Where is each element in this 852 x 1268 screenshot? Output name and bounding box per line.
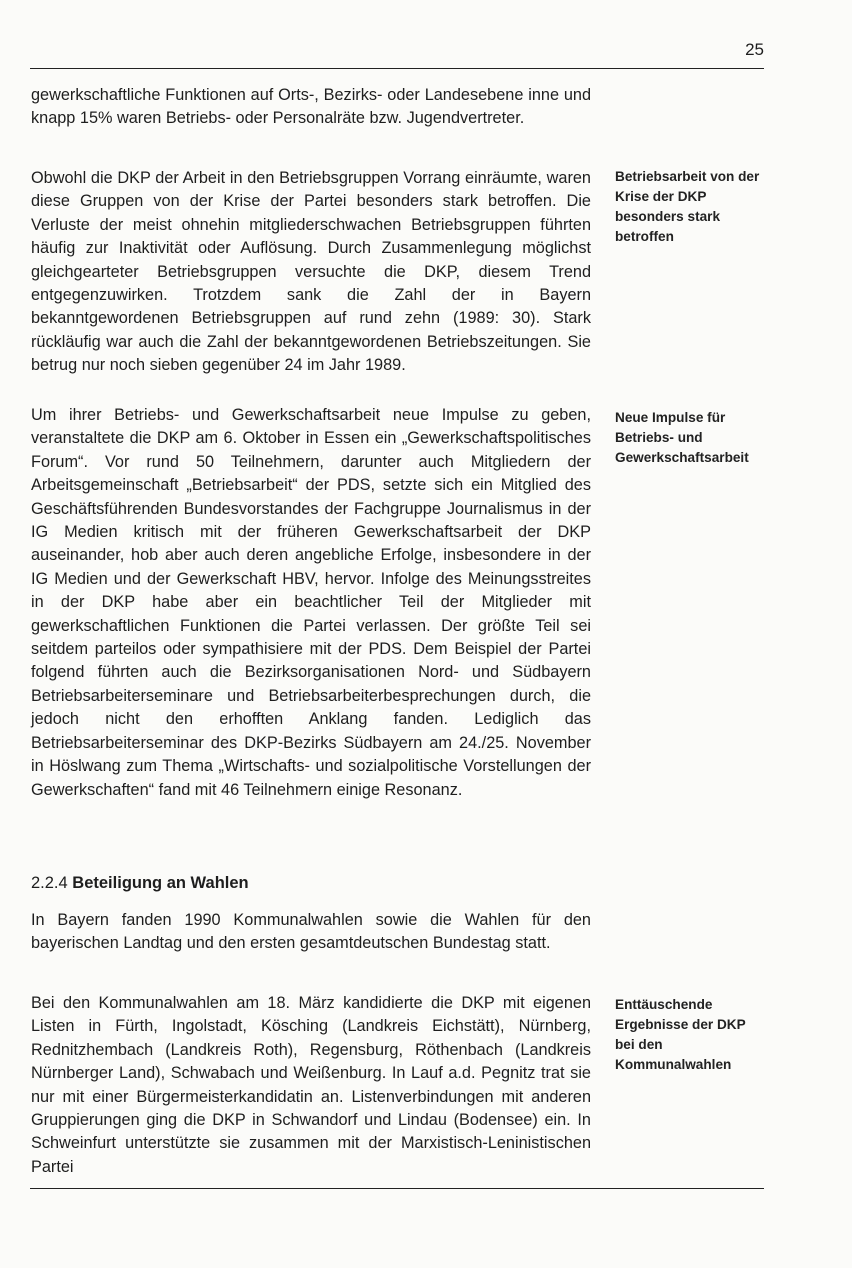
paragraph-text: Um ihrer Betriebs- und Gewerkschaftsarbeit neue Impulse zu geben, veranstaltete die DKP am 6. Oktober in Essen ein „Gewerkschaftspolitisches Forum“. Vor rund 50 Teilnehmern, darunter auch Mitgliedern der Arbeitsgemeinschaft „Betriebsarbeit“ der PDS, setzte sich ein Mitglied des Geschäftsführenden Bundesvorstandes der Fachgruppe Journalismus in der IG Medien kritisch mit der früheren Gewerkschaftsarbeit der DKP auseinander, hob aber auch deren angebliche Erfolge, insbesondere in der IG Medien und der Gewerkschaft HBV, hervor. Infolge des Meinungsstreites in der DKP habe aber ein beachtlicher Teil der Mitglieder mit gewerkschaftlichen Funktionen die Partei verlassen. Der größte Teil sei seitdem parteilos oder sympathisiere mit der PDS. Dem Beispiel der Partei folgend führten auch die Bezirksorganisationen Nord- und Südbayern Betriebsarbeiterseminare und Betriebsarbeiterbesprechungen durch, die jedoch nicht den erhofften Anklang fanden. Lediglich das Betriebsarbeiterseminar des DKP-Bezirks Südbayern am 24./25. November in Höslwang zum Thema „Wirtschafts- und sozialpolitische Vorstellungen der Gewerkschaften“ fand mit 46 Teilnehmern einige Resonanz. bbox=[31, 406, 591, 799]
page-number: 25 bbox=[745, 40, 764, 59]
paragraph-4 bbox=[31, 909, 591, 956]
paragraph-3 bbox=[31, 404, 591, 802]
section-heading bbox=[31, 874, 249, 893]
footer-rule bbox=[30, 1188, 764, 1189]
paragraph-text: Obwohl die DKP der Arbeit in den Betriebsgruppen Vorrang einräumte, waren diese Gruppen von der Krise der Partei besonders stark betroffen. Die Verluste der meist ohnehin mitgliederschwachen Betriebsgruppen führten häufig zur Inaktivität oder Auflösung. Durch Zusammenlegung möglichst gleichgearteter Betriebsgruppen versuchte die DKP, diesem Trend entgegenzuwirken. Trotzdem sank die Zahl der in Bayern bekanntgewordenen Betriebsgruppen auf rund zehn (1989: 30). Stark rückläufig war auch die Zahl der bekanntgewordenen Betriebszeitungen. Sie betrug nur noch sieben gegenüber 24 im Jahr 1989. bbox=[31, 169, 591, 375]
section-title: Beteiligung an Wahlen bbox=[72, 874, 249, 892]
margin-note-2: Neue Impulse für Betriebs- und Gewerkschaftsarbeit bbox=[615, 410, 749, 465]
section-number: 2.2.4 bbox=[31, 874, 68, 892]
paragraph-5 bbox=[31, 992, 591, 1179]
paragraph-2 bbox=[31, 167, 591, 378]
margin-note-1: Betriebsarbeit von der Krise der DKP besonders stark betroffen bbox=[615, 169, 760, 244]
paragraph-1 bbox=[31, 84, 591, 131]
margin-note-3: Enttäuschende Ergebnisse der DKP bei den Kommunalwahlen bbox=[615, 997, 746, 1072]
paragraph-text: gewerkschaftliche Funktionen auf Orts-, Bezirks- oder Landesebene inne und knapp 15% waren Betriebs- oder Personalräte bzw. Jugendvertreter. bbox=[31, 86, 591, 128]
paragraph-text: In Bayern fanden 1990 Kommunalwahlen sowie die Wahlen für den bayerischen Landtag und den ersten gesamtdeutschen Bundestag statt. bbox=[31, 911, 591, 953]
header-rule bbox=[30, 68, 764, 69]
paragraph-text: Bei den Kommunalwahlen am 18. März kandidierte die DKP mit eigenen Listen in Fürth, Ingolstadt, Kösching (Landkreis Eichstätt), Nürnberg, Rednitzhembach (Landkreis Roth), Regensburg, Röthenbach (Landkreis Nürnberger Land), Schwabach und Weißenburg. In Lauf a.d. Pegnitz trat sie nur mit einer Bürgermeisterkandidatin an. Listenverbindungen mit anderen Gruppierungen ging die DKP in Schwandorf und Lindau (Bodensee) ein. In Schweinfurt unterstützte sie zusammen mit der Marxistisch-Leninistischen Partei bbox=[31, 994, 591, 1176]
